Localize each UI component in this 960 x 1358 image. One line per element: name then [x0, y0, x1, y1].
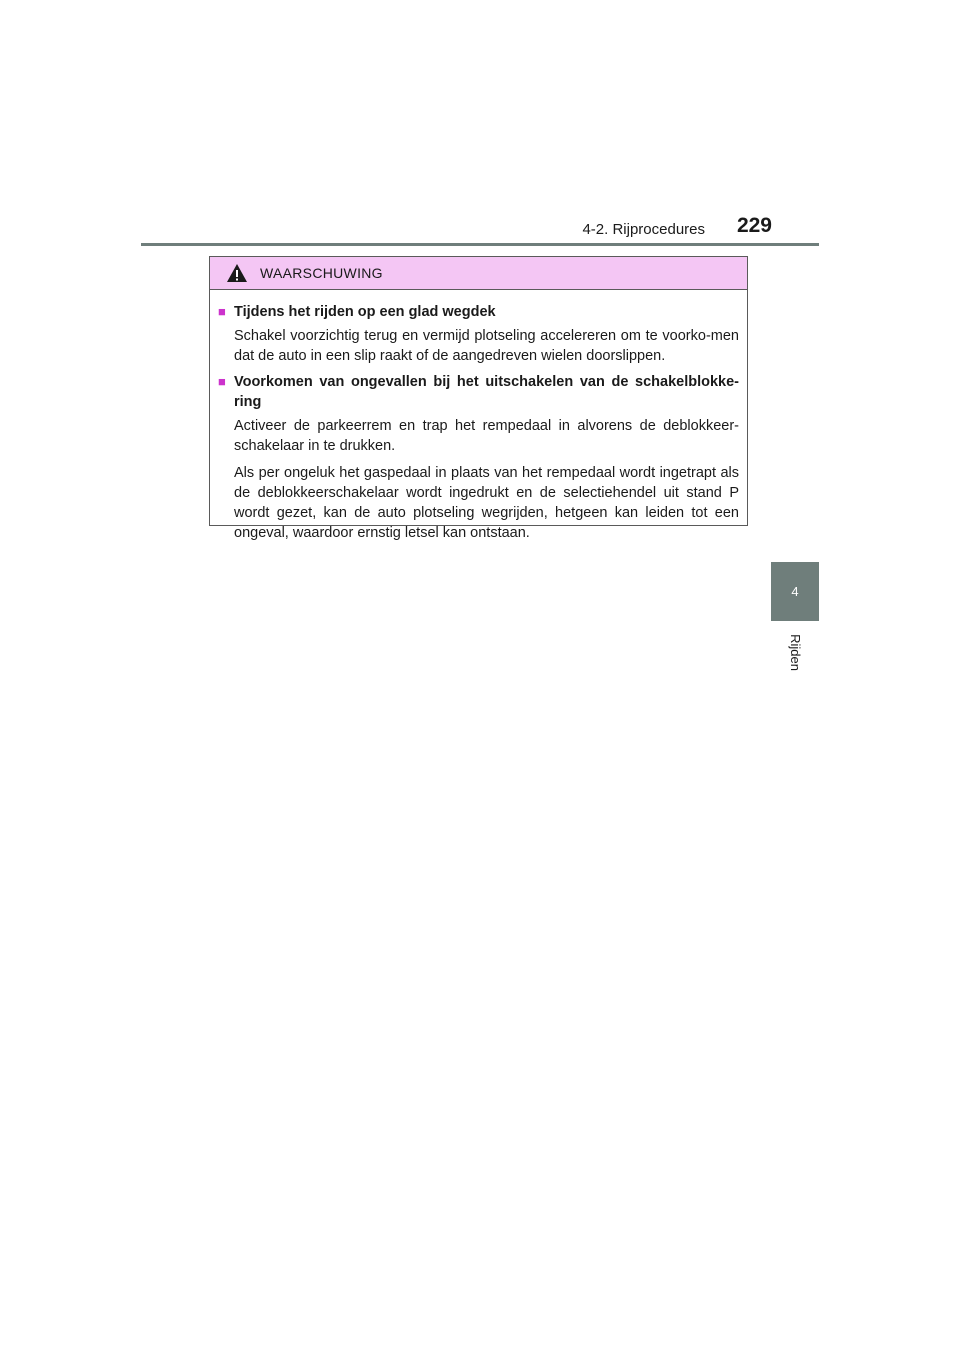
warning-item-paragraph: Als per ongeluk het gaspedaal in plaats van het rempedaal wordt ingetrapt als de deblokkeerschakelaar wordt ingedrukt en de selectiehendel uit stand P wordt gezet, kan de auto plotseling wegrijden, hetgeen kan leiden tot een ongeval, waardoor ernstig letsel kan ontstaan. — [234, 465, 739, 541]
warning-item-heading — [218, 372, 739, 412]
warning-item — [218, 302, 739, 366]
warning-title: WAARSCHUWING — [260, 265, 383, 281]
warning-item — [218, 372, 739, 543]
chapter-tab[interactable] — [771, 562, 819, 621]
warning-body — [210, 290, 747, 543]
warning-box — [209, 256, 748, 541]
warning-item-heading — [218, 302, 739, 322]
chapter-number: 4 — [791, 584, 799, 599]
square-bullet-icon: ■ — [218, 304, 226, 319]
warning-item-paragraph: Activeer de parkeerrem en trap het rempedaal in alvorens de deblokkeer-schakelaar in te drukken. — [234, 418, 739, 454]
chapter-label — [778, 630, 812, 674]
warning-header — [210, 257, 747, 290]
chapter-title: Rijden — [787, 633, 803, 671]
header-divider — [141, 243, 819, 246]
warning-triangle-icon — [226, 263, 248, 283]
warning-item-paragraph: Schakel voorzichtig terug en vermijd plotseling accelereren om te voorko-men dat de auto in een slip raakt of de aangedreven wielen doorslippen. — [234, 328, 739, 364]
section-title: 4-2. Rijprocedures — [582, 221, 705, 238]
square-bullet-icon: ■ — [218, 374, 226, 389]
page-number: 229 — [736, 214, 772, 237]
warning-item-heading-text: Voorkomen van ongevallen bij het uitschakelen van de schakelblokke-ring — [234, 374, 739, 410]
warning-item-heading-text: Tijdens het rijden op een glad wegdek — [234, 304, 496, 320]
